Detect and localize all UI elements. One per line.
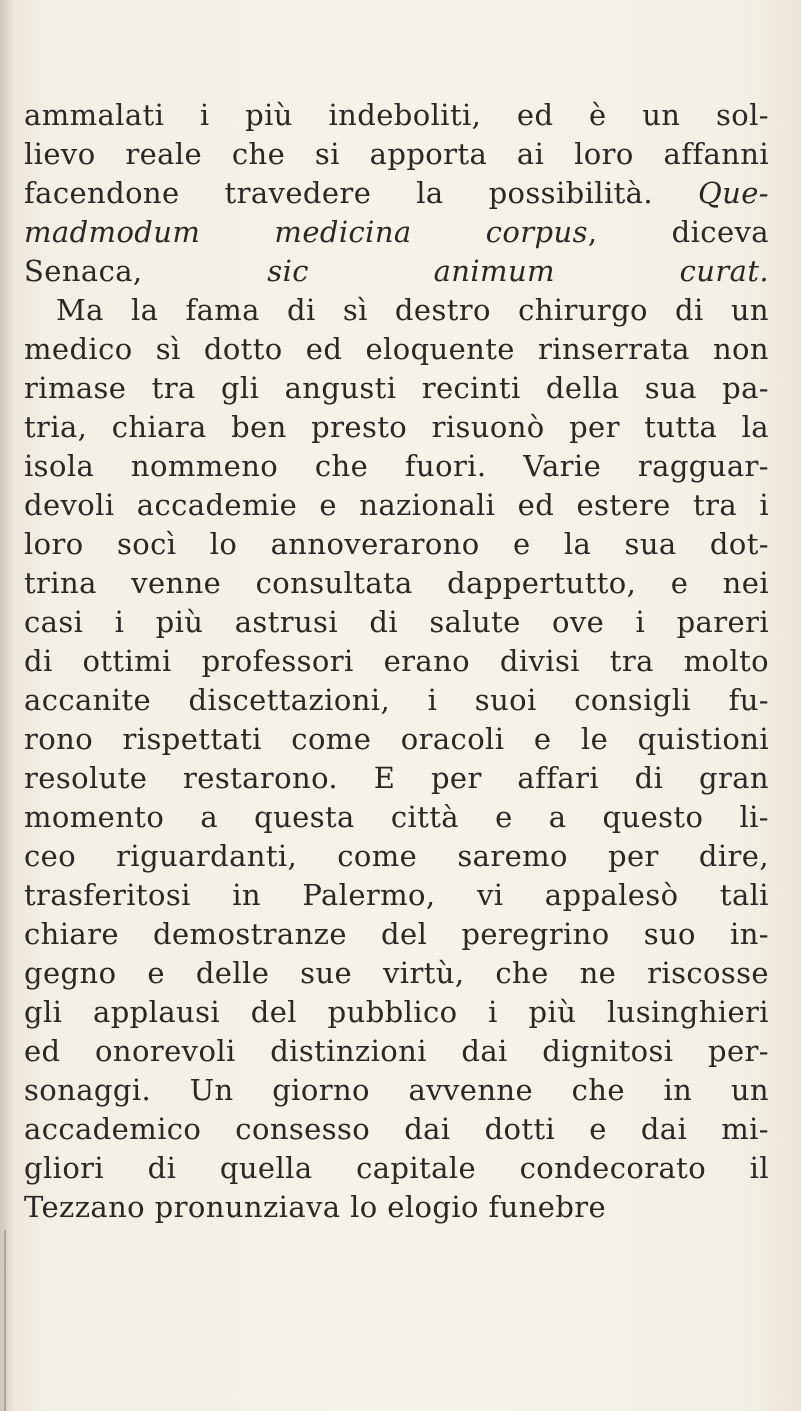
page-edge-line — [4, 1230, 6, 1411]
text-line — [24, 174, 769, 213]
italic-latin-text: Que- — [697, 176, 769, 210]
text-line: Tezzano pronunziava lo elogio funebre — [24, 1190, 607, 1224]
text-line: tria, chiara ben presto risuonò per tutta la — [24, 410, 769, 444]
text-line: lievo reale che si apporta ai loro affanni — [24, 137, 769, 171]
text-line: resolute restarono. E per affari di gran — [24, 761, 769, 795]
text-line: trina venne consultata dappertutto, e nei — [24, 566, 769, 600]
text-line: casi i più astrusi di salute ove i pareri — [24, 605, 769, 639]
text-line: gegno e delle sue virtù, che ne riscosse — [24, 956, 769, 990]
text-line: loro socì lo annoverarono e la sua dot- — [24, 527, 769, 561]
text-line: isola nommeno che fuori. Varie ragguar- — [24, 449, 769, 483]
text-line: sonaggi. Un giorno avvenne che in un — [24, 1073, 769, 1107]
text-segment: facendone travedere la possibilità. — [24, 176, 698, 210]
italic-latin-text: madmodum medicina corpus — [24, 215, 588, 249]
text-line: chiare demostranze del peregrino suo in- — [24, 917, 769, 951]
text-line: gliori di quella capitale condecorato il — [24, 1151, 769, 1185]
text-line: trasferitosi in Palermo, vi appalesò tali — [24, 878, 769, 912]
text-line — [24, 213, 769, 252]
text-line: rimase tra gli angusti recinti della sua pa- — [24, 371, 769, 405]
text-line: ceo riguardanti, come saremo per dire, — [24, 839, 769, 873]
body-text — [24, 96, 769, 1227]
page-gutter-shadow — [0, 0, 14, 1411]
text-line: medico sì dotto ed eloquente rinserrata non — [24, 332, 769, 366]
text-line: devoli accademie e nazionali ed estere tra i — [24, 488, 769, 522]
text-segment: , diceva — [587, 215, 769, 249]
text-line: rono rispettati come oracoli e le quistioni — [24, 722, 769, 756]
text-line: Ma la fama di sì destro chirurgo di un — [56, 293, 769, 327]
text-segment: Senaca, — [24, 254, 268, 288]
italic-latin-text: sic animum curat. — [267, 254, 769, 288]
text-line: di ottimi professori erano divisi tra molto — [24, 644, 769, 678]
text-line — [24, 252, 769, 291]
text-line: ed onorevoli distinzioni dai dignitosi per- — [24, 1034, 769, 1068]
text-line: accademico consesso dai dotti e dai mi- — [24, 1112, 769, 1146]
text-line: ammalati i più indeboliti, ed è un sol- — [24, 98, 769, 132]
text-line: momento a questa città e a questo li- — [24, 800, 769, 834]
text-line: gli applausi del pubblico i più lusinghieri — [24, 995, 769, 1029]
text-line: accanite discettazioni, i suoi consigli fu- — [24, 683, 769, 717]
